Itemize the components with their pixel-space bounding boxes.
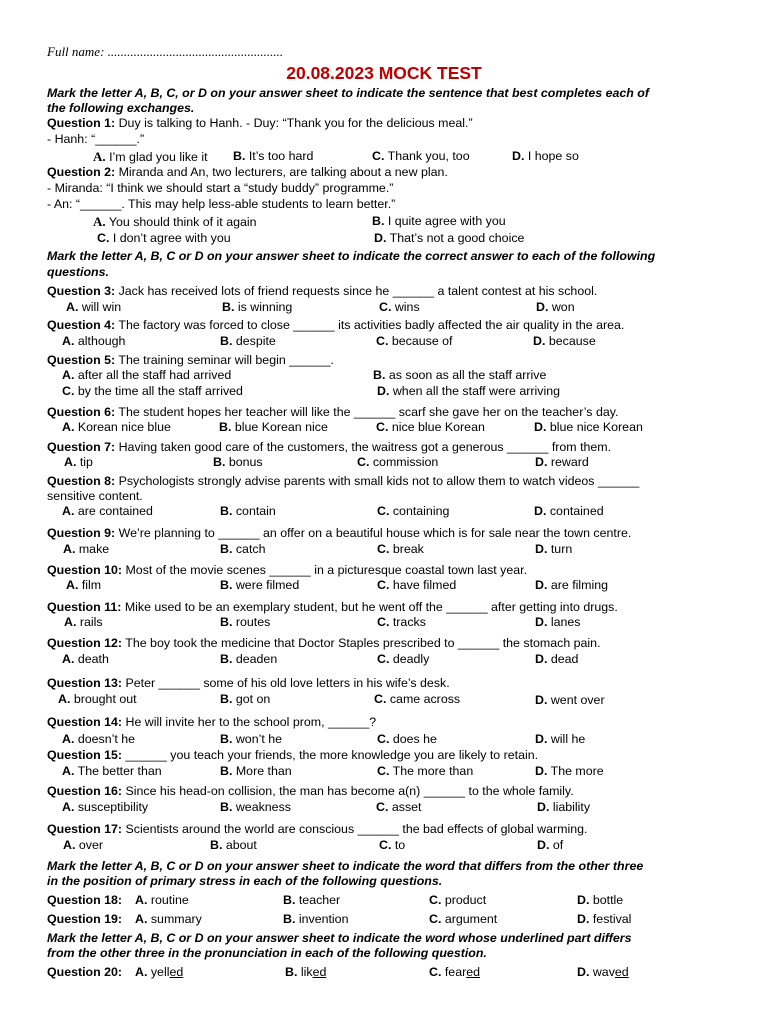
option-b[interactable]: B. More than bbox=[220, 764, 292, 778]
question-6: Question 6: The student hopes her teacher will like the ______ scarf she gave her on the teacher’s day. bbox=[47, 405, 619, 419]
option-d[interactable]: D. will he bbox=[535, 732, 586, 746]
option-c[interactable]: C. tracks bbox=[377, 615, 426, 629]
option-c[interactable]: C. product bbox=[429, 893, 487, 907]
option-a[interactable]: A. susceptibility bbox=[62, 800, 149, 814]
option-d[interactable]: D. contained bbox=[534, 504, 604, 518]
question-text: - Miranda: “I think we should start a “study buddy” programme.” bbox=[47, 181, 394, 195]
option-c[interactable]: C. break bbox=[377, 542, 424, 556]
option-d[interactable]: D. waved bbox=[577, 965, 629, 979]
option-a[interactable]: A. after all the staff had arrived bbox=[62, 368, 232, 382]
option-a[interactable]: A. The better than bbox=[62, 764, 162, 778]
option-b[interactable]: B. invention bbox=[283, 912, 349, 926]
option-d[interactable]: D. I hope so bbox=[512, 149, 579, 163]
section-instruction: Mark the letter A, B, C or D on your answer sheet to indicate the word that differs from the other three bbox=[47, 859, 644, 873]
option-a[interactable]: A. rails bbox=[64, 615, 103, 629]
option-b[interactable]: B. despite bbox=[220, 334, 276, 348]
question-17: Question 17: Scientists around the world are conscious ______ the bad effects of global warming. bbox=[47, 822, 588, 836]
option-d[interactable]: D. went over bbox=[535, 693, 605, 707]
option-a[interactable]: A. film bbox=[66, 578, 102, 592]
option-b[interactable]: B. about bbox=[210, 838, 257, 852]
option-b[interactable]: B. teacher bbox=[283, 893, 341, 907]
option-a[interactable]: A. are contained bbox=[62, 504, 153, 518]
option-c[interactable]: C. commission bbox=[357, 455, 439, 469]
option-c[interactable]: C. wins bbox=[379, 300, 420, 314]
question-18: Question 18: bbox=[47, 893, 123, 907]
option-a[interactable]: A. You should think of it again bbox=[93, 214, 257, 229]
option-c[interactable]: C. feared bbox=[429, 965, 481, 979]
option-d[interactable]: D. when all the staff were arriving bbox=[377, 384, 560, 398]
question-20: Question 20: bbox=[47, 965, 123, 979]
option-c[interactable]: C. nice blue Korean bbox=[376, 420, 485, 434]
section-instruction: Mark the letter A, B, C or D on your answer sheet to indicate the word whose underlined part differs bbox=[47, 931, 632, 945]
question-16: Question 16: Since his head-on collision, the man has become a(n) ______ to the whole family. bbox=[47, 784, 574, 798]
question-3: Question 3: Jack has received lots of friend requests since he ______ a talent contest at his school. bbox=[47, 284, 598, 298]
option-b[interactable]: B. routes bbox=[220, 615, 271, 629]
underlined-part: ed bbox=[466, 965, 481, 979]
question-2: Question 2: Miranda and An, two lecturers, are talking about a new plan. bbox=[47, 165, 448, 179]
option-a[interactable]: A. death bbox=[62, 652, 109, 666]
option-a[interactable]: A. routine bbox=[135, 893, 189, 907]
option-a[interactable]: A. over bbox=[63, 838, 103, 852]
option-c[interactable]: C. because of bbox=[376, 334, 453, 348]
question-14: Question 14: He will invite her to the school prom, ______? bbox=[47, 715, 377, 729]
option-b[interactable]: B. blue Korean nice bbox=[219, 420, 328, 434]
option-b[interactable]: B. won’t he bbox=[220, 732, 283, 746]
option-c[interactable]: C. to bbox=[379, 838, 406, 852]
option-a[interactable]: A. Korean nice blue bbox=[62, 420, 171, 434]
option-c[interactable]: C. asset bbox=[376, 800, 422, 814]
option-c[interactable]: C. The more than bbox=[377, 764, 474, 778]
underlined-part: ed bbox=[312, 965, 327, 979]
option-b[interactable]: B. is winning bbox=[222, 300, 293, 314]
option-a[interactable]: A. will win bbox=[66, 300, 122, 314]
question-1: Question 1: Duy is talking to Hanh. - Duy: “Thank you for the delicious meal.” bbox=[47, 116, 473, 130]
option-c[interactable]: C. does he bbox=[377, 732, 437, 746]
question-13: Question 13: Peter ______ some of his old love letters in his wife’s desk. bbox=[47, 676, 450, 690]
underlined-part: ed bbox=[169, 965, 184, 979]
option-c[interactable]: C. came across bbox=[374, 692, 461, 706]
question-9: Question 9: We’re planning to ______ an offer on a beautiful house which is for sale near the town centre. bbox=[47, 526, 632, 540]
option-b[interactable]: B. liked bbox=[285, 965, 327, 979]
option-d[interactable]: D. blue nice Korean bbox=[534, 420, 643, 434]
section-instruction: the following exchanges. bbox=[47, 101, 195, 115]
option-a[interactable]: A. make bbox=[63, 542, 110, 556]
option-a[interactable]: A. doesn’t he bbox=[62, 732, 136, 746]
question-11: Question 11: Mike used to be an exemplary student, but he went off the ______ after getting into drugs. bbox=[47, 600, 618, 614]
question-7: Question 7: Having taken good care of the customers, the waitress got a generous ______ from them. bbox=[47, 440, 612, 454]
option-c[interactable]: C. deadly bbox=[377, 652, 430, 666]
option-b[interactable]: B. It’s too hard bbox=[233, 149, 314, 163]
option-d[interactable]: D. reward bbox=[535, 455, 589, 469]
option-a[interactable]: A. yelled bbox=[135, 965, 184, 979]
section-instruction: Mark the letter A, B, C or D on your answer sheet to indicate the correct answer to each of the following bbox=[47, 249, 656, 263]
option-c[interactable]: C. Thank you, too bbox=[372, 149, 470, 163]
option-b[interactable]: B. weakness bbox=[220, 800, 291, 814]
option-a[interactable]: A. summary bbox=[135, 912, 202, 926]
option-c[interactable]: C. by the time all the staff arrived bbox=[62, 384, 243, 398]
option-a[interactable]: A. I’m glad you like it bbox=[93, 149, 208, 164]
full-name-field[interactable]: Full name: ...................................................... bbox=[47, 44, 284, 59]
page-title: 20.08.2023 MOCK TEST bbox=[286, 63, 482, 83]
option-d[interactable]: D. festival bbox=[577, 912, 632, 926]
section-instruction: Mark the letter A, B, C, or D on your answer sheet to indicate the sentence that best completes each of bbox=[47, 86, 650, 100]
option-b[interactable]: B. I quite agree with you bbox=[372, 214, 506, 228]
option-b[interactable]: B. deaden bbox=[220, 652, 278, 666]
option-d[interactable]: D. bottle bbox=[577, 893, 624, 907]
option-b[interactable]: B. were filmed bbox=[220, 578, 300, 592]
question-8: Question 8: Psychologists strongly advise parents with small kids not to allow them to watch videos ______ bbox=[47, 474, 640, 488]
question-12: Question 12: The boy took the medicine that Doctor Staples prescribed to ______ the stomach pain. bbox=[47, 636, 601, 650]
option-d[interactable]: D. dead bbox=[535, 652, 579, 666]
option-b[interactable]: B. as soon as all the staff arrive bbox=[373, 368, 547, 382]
option-d[interactable]: D. That’s not a good choice bbox=[374, 231, 525, 245]
option-c[interactable]: C. containing bbox=[377, 504, 450, 518]
option-a[interactable]: A. brought out bbox=[58, 692, 137, 706]
option-d[interactable]: D. because bbox=[533, 334, 596, 348]
question-10: Question 10: Most of the movie scenes ______ in a picturesque coastal town last year. bbox=[47, 563, 528, 577]
option-d[interactable]: D. lanes bbox=[535, 615, 581, 629]
option-c[interactable]: C. argument bbox=[429, 912, 498, 926]
option-a[interactable]: A. although bbox=[62, 334, 126, 348]
option-d[interactable]: D. turn bbox=[535, 542, 573, 556]
option-d[interactable]: D. liability bbox=[537, 800, 591, 814]
section-instruction: in the position of primary stress in each of the following questions. bbox=[47, 874, 443, 888]
option-b[interactable]: B. contain bbox=[220, 504, 276, 518]
option-d[interactable]: D. of bbox=[537, 838, 564, 852]
question-4: Question 4: The factory was forced to close ______ its activities badly affected the air quality in the area. bbox=[47, 318, 625, 332]
option-d[interactable]: D. won bbox=[536, 300, 575, 314]
option-c[interactable]: C. have filmed bbox=[377, 578, 457, 592]
option-d[interactable]: D. are filming bbox=[535, 578, 609, 592]
question-text: - Hanh: “______.” bbox=[47, 132, 145, 146]
option-d[interactable]: D. The more bbox=[535, 764, 604, 778]
option-a[interactable]: A. tip bbox=[64, 455, 93, 469]
question-5: Question 5: The training seminar will begin ______. bbox=[47, 353, 334, 367]
question-15: Question 15: ______ you teach your friends, the more knowledge you are likely to retain. bbox=[47, 748, 539, 762]
question-19: Question 19: bbox=[47, 912, 123, 926]
section-instruction: questions. bbox=[47, 265, 109, 279]
option-c[interactable]: C. I don’t agree with you bbox=[97, 231, 231, 245]
question-text: sensitive content. bbox=[47, 489, 143, 503]
option-b[interactable]: B. bonus bbox=[213, 455, 263, 469]
underlined-part: ed bbox=[614, 965, 629, 979]
section-instruction: from the other three in the pronunciation in each of the following question. bbox=[47, 946, 487, 960]
option-b[interactable]: B. got on bbox=[220, 692, 271, 706]
option-b[interactable]: B. catch bbox=[220, 542, 266, 556]
question-text: - An: “______. This may help less-able students to learn better.” bbox=[47, 197, 396, 211]
